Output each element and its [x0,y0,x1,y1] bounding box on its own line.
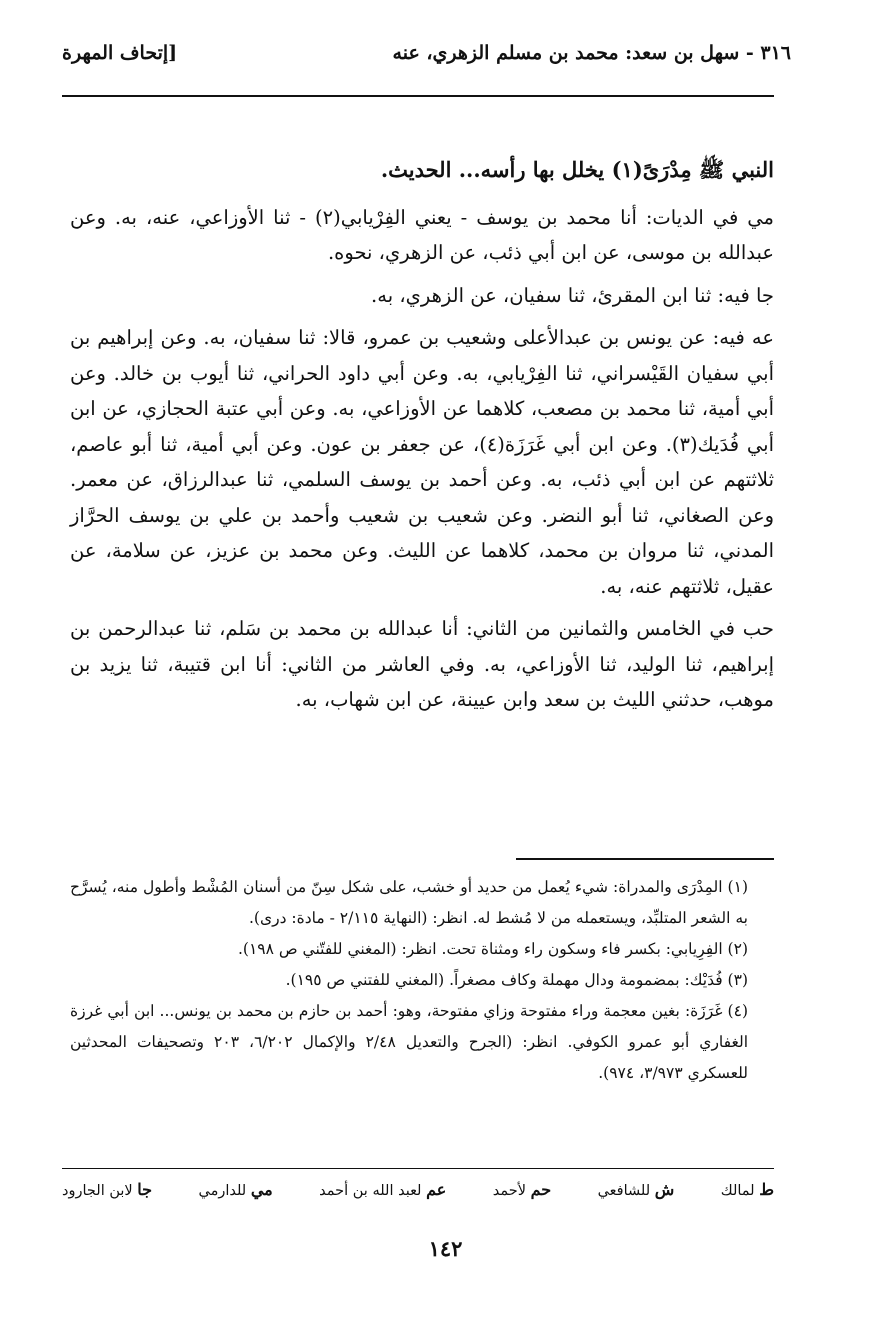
legend-item: جا لابن الجارود [62,1180,153,1199]
header-title: ٣١٦ - سهل بن سعد: محمد بن مسلم الزهري، عنه [392,42,791,64]
footnote-3: (٣) فُدَيْك: بمضمومة ودال مهملة وكاف مصغراً. (المغني للفتني ص ١٩٥). [285,971,748,989]
legend-rule [62,1168,774,1169]
legend-item: مي للدارمي [198,1180,273,1199]
header-rule [62,95,774,97]
page-number: ١٤٢ [428,1236,463,1261]
footnote-2: (٢) الفِرِيابي: بكسر فاء وسكون راء ومثناة تحت. انظر: (المغني للفتّني ص ١٩٨). [237,940,748,958]
hadith-text: النبي ﷺ مِدْرَىً(١) يخلل بها رأسه... الحديث. [380,157,774,182]
legend-item: عم لعبد الله بن أحمد [319,1180,447,1199]
paragraph-ibn-jarud: جا فيه: ثنا ابن المقرئ، ثنا سفيان، عن الزهري، به. [371,283,774,307]
legend-item: ط لمالك [720,1180,774,1199]
footnote-rule [516,858,774,860]
legend-item: ش للشافعي [597,1180,675,1199]
footnotes [70,872,774,1089]
paragraph-darimi: مي في الديات: أنا محمد بن يوسف - يعني الفِرْيابي(٢) - ثنا الأوزاعي، عنه، به. وعن عبدالله بن موسى، عن ابن أبي ذئب، عن الزهري، نحوه. [70,205,774,264]
running-header [62,42,791,82]
main-text [70,152,774,725]
footnote-1: (١) المِدْرَى والمدراة: شيء يُعمل من حديد أو خشب، على شكل سِنّ من أسنان المُشْط وأطول منه، يُسرَّح به الشعر المتلبِّد، ويستعمله من لا مُشط له. انظر: (النهاية ٢/١١٥ - مادة: درى). [70,878,748,927]
header-book-name: [إتحاف المهرة [62,42,178,64]
paragraph-abu-awana: عه فيه: عن يونس بن عبدالأعلى وشعيب بن عمرو، قالا: ثنا سفيان، به. وعن إبراهيم بن أبي سفيان القَيْسراني، ثنا الفِرْيابي، به. وعن أبي داود الحراني، ثنا أيوب بن خالد. وعن أبي أمية، ثنا محمد بن مصعب، كلاهما عن الأوزاعي، به. وعن أبي عتبة الحجازي، عن ابن أبي فُدَيك(٣). وعن ابن أبي غَرَزَة(٤)، عن جعفر بن عون. وعن أبي أمية، ثنا أبو عاصم، ثلاثتهم عن ابن أبي ذئب، به. وعن أحمد بن يوسف السلمي، ثنا عبدالرزاق، عن معمر. وعن الصغاني، ثنا أبو النضر. وعن شعيب بن شعيب وأحمد بن علي بن يوسف الحرَّاز المدني، ثنا مروان بن محمد، كلاهما عن الليث. وعن محمد بن عزيز، عن سلامة، عن عقيل، ثلاثتهم عنه، به. [70,326,774,598]
legend-item: حم لأحمد [492,1180,552,1199]
footnote-4: (٤) غَرَزَة: بغين معجمة وراء مفتوحة وزاي مفتوحة، وهو: أحمد بن حازم بن محمد بن يونس... ابن أبي غرزة الغفاري أبو عمرو الكوفي. انظر: (الجرح والتعديل ٢/٤٨ والإكمال ٦/٢٠٢، ٢٠٣ وتصحيفات المحدثين للعسكري ٣/٩٧٣، ٩٧٤). [70,1002,748,1082]
paragraph-ibn-hibban: حب في الخامس والثمانين من الثاني: أنا عبدالله بن محمد بن سَلم، ثنا عبدالرحمن بن إبراهيم، ثنا الوليد، ثنا الأوزاعي، به. وفي العاشر من الثاني: أنا ابن قتيبة، ثنا يزيد بن موهب، حدثني الليث بن سعد وابن عيينة، عن ابن شهاب، به. [70,617,774,711]
abbreviation-legend [62,1180,774,1199]
